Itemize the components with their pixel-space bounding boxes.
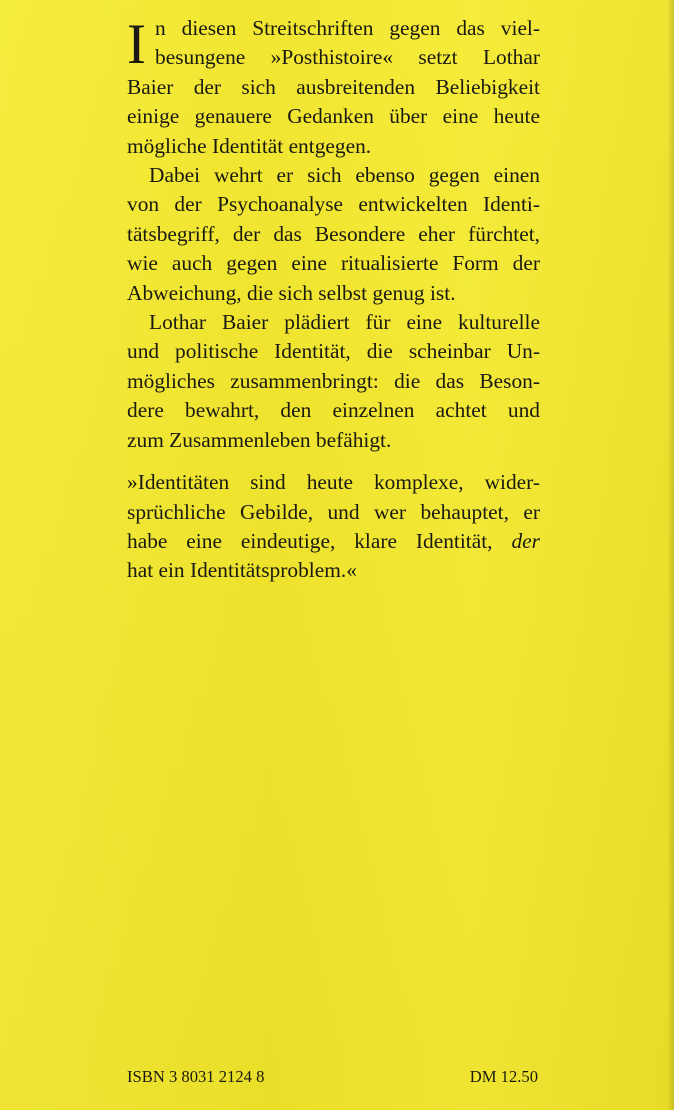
quote-line: hat ein Identitätsproblem.« xyxy=(127,558,357,583)
blurb-text xyxy=(127,14,540,586)
blurb-line: von der Psychoanalyse entwickelten Identi- xyxy=(127,192,540,217)
blurb-line: Lothar Baier plädiert für eine kulturelle xyxy=(149,310,540,335)
author-quote xyxy=(127,468,540,586)
blurb-line: tätsbegriff, der das Besondere eher fürchtet, xyxy=(127,221,540,246)
quote-line xyxy=(127,527,540,556)
blurb-line: einige genauere Gedanken über eine heute xyxy=(127,104,540,129)
price-label: DM 12.50 xyxy=(469,1067,538,1086)
blurb-line: Dabei wehrt er sich ebenso gegen einen xyxy=(149,163,540,188)
blurb-line-text: n diesen Streitschriften gegen das viel- xyxy=(155,16,540,40)
cover-edge-shadow xyxy=(668,0,674,1110)
blurb-line: mögliche Identität entgegen. xyxy=(127,133,372,158)
blurb-line: besungene »Posthistoire« setzt Lothar xyxy=(155,45,540,70)
drop-cap: I xyxy=(127,13,146,76)
quote-line-text: habe eine eindeutige, klare Identität, xyxy=(127,528,493,553)
blurb-line: dere bewahrt, den einzelnen achtet und xyxy=(127,398,540,423)
blurb-line: mögliches zusammenbringt: die das Beson- xyxy=(127,368,540,393)
blurb-line: zum Zusammenleben befähigt. xyxy=(127,427,392,452)
blurb-paragraph-3 xyxy=(127,308,540,455)
blurb-paragraph-1 xyxy=(127,14,540,161)
blurb-line: wie auch gegen eine ritualisierte Form der xyxy=(127,251,540,276)
isbn-number: ISBN 3 8031 2124 8 xyxy=(127,1067,265,1086)
blurb-paragraph-2 xyxy=(127,161,540,308)
cover-footer xyxy=(127,1065,540,1089)
quote-line: »Identitäten sind heute komplexe, wider- xyxy=(127,470,540,495)
blurb-line: Abweichung, die sich selbst genug ist. xyxy=(127,280,456,305)
blurb-line: Baier der sich ausbreitenden Beliebigkeit xyxy=(127,74,540,99)
quote-line: sprüchliche Gebilde, und wer behauptet, er xyxy=(127,499,540,524)
quote-emphasis: der xyxy=(511,528,540,553)
blurb-line: und politische Identität, die scheinbar Un- xyxy=(127,339,540,364)
